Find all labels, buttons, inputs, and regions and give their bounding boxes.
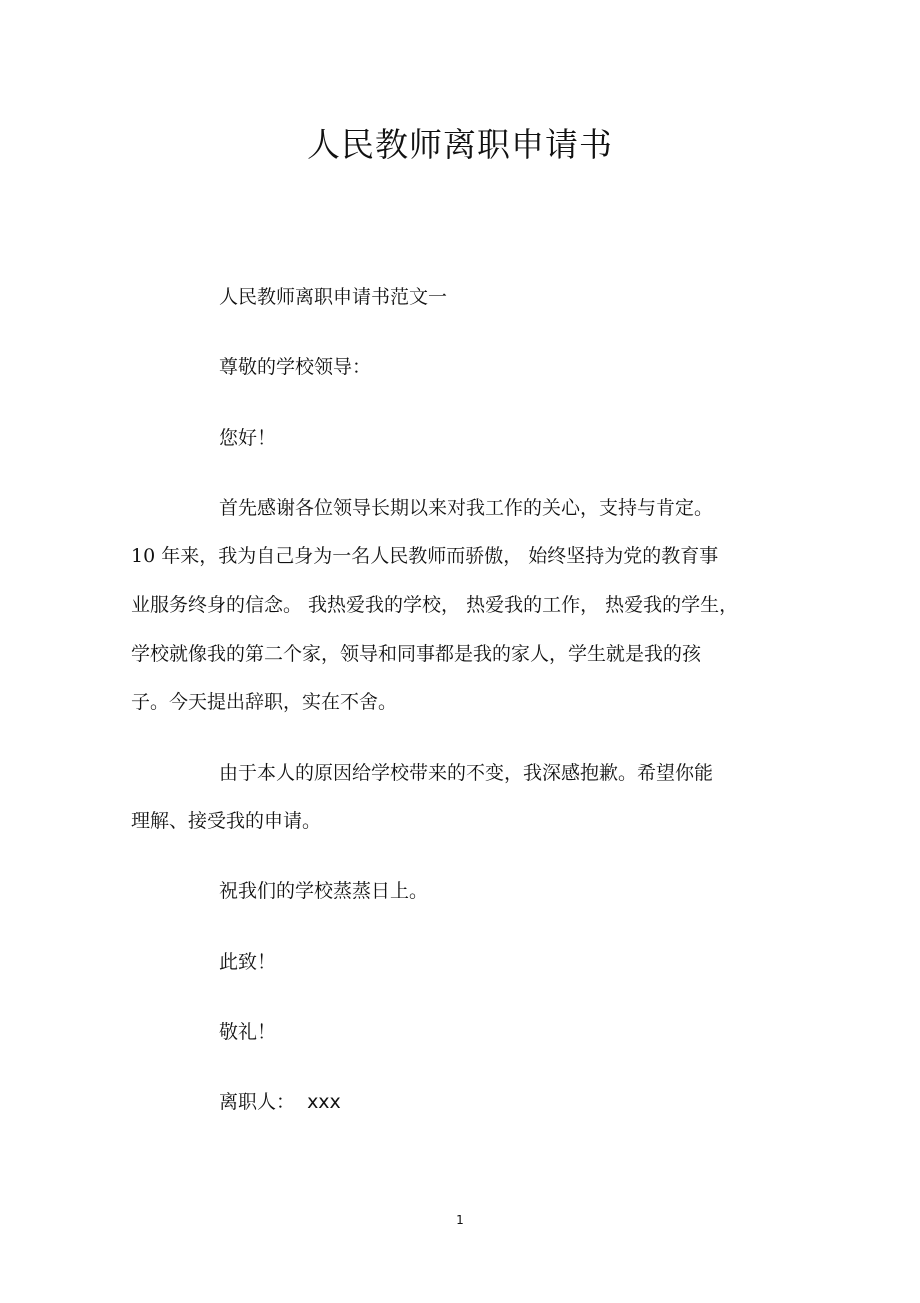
document-title: 人民教师离职申请书 xyxy=(307,125,613,164)
signature-name: xxx xyxy=(307,1091,341,1113)
paragraph-line: 业服务终身的信念。 我热爱我的学校， 热爱我的工作， 热爱我的学生， xyxy=(131,594,739,616)
paragraph-line: 10 年来，我为自己身为一名人民教师而骄傲， 始终坚持为党的教育事 xyxy=(131,545,719,567)
salutation: 尊敬的学校领导： xyxy=(219,356,372,378)
signature-label: 离职人： xyxy=(219,1091,296,1113)
subtitle: 人民教师离职申请书范文一 xyxy=(219,286,448,308)
closing-line-1: 此致！ xyxy=(219,951,277,973)
paragraph-line: 学校就像我的第二个家，领导和同事都是我的家人，学生就是我的孩 xyxy=(131,643,702,665)
signature xyxy=(219,1088,341,1116)
greeting: 您好！ xyxy=(219,427,277,449)
paragraph-line: 子。今天提出辞职，实在不舍。 xyxy=(131,691,398,713)
wish-line: 祝我们的学校蒸蒸日上。 xyxy=(219,880,429,902)
paragraph-line: 理解、接受我的申请。 xyxy=(131,810,322,832)
paragraph-line: 由于本人的原因给学校带来的不变，我深感抱歉。希望你能 xyxy=(219,762,714,784)
closing-line-2: 敬礼！ xyxy=(219,1021,277,1043)
paragraph-line: 首先感谢各位领导长期以来对我工作的关心，支持与肯定。 xyxy=(219,497,714,519)
page-number: 1 xyxy=(456,1213,464,1227)
